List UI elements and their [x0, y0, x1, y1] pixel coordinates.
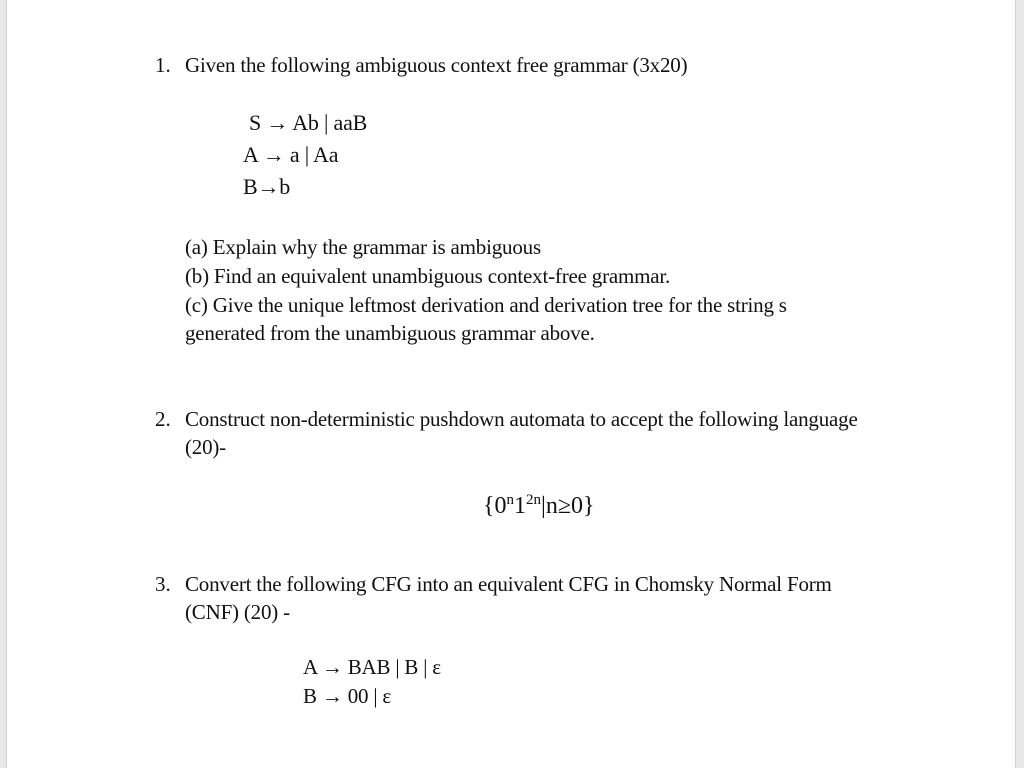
page-frame-left [0, 0, 7, 768]
question-3-text-line-1: Convert the following CFG into an equivalent CFG in Chomsky Normal Form [185, 572, 832, 596]
question-1-grammar-rule-1: S → Ab | aaB [249, 110, 368, 135]
question-3-number: 3. [155, 572, 171, 596]
question-1-part-c: (c) Give the unique leftmost derivation and derivation tree for the string s [185, 293, 787, 317]
question-2-text-line-2: (20)- [185, 435, 226, 459]
language-exponent-2n: 2n [526, 492, 542, 508]
question-2-text-line-1: Construct non-deterministic pushdown automata to accept the following language [185, 407, 858, 431]
question-1-part-b: (b) Find an equivalent unambiguous context-free grammar. [185, 264, 671, 288]
question-3-text-line-2: (CNF) (20) - [185, 600, 290, 624]
language-close: |n≥0} [541, 493, 595, 519]
question-1-number: 1. [155, 53, 171, 77]
language-exponent-n: n [506, 492, 515, 508]
question-2-language-expression [483, 491, 595, 521]
question-1-text: Given the following ambiguous context free grammar (3x20) [185, 53, 688, 77]
question-1-grammar-rule-2: A → a | Aa [243, 142, 339, 167]
language-one: 1 [514, 493, 527, 519]
question-1-grammar-rule-3: B→b [243, 174, 291, 199]
question-2-number: 2. [155, 407, 171, 431]
language-open: {0 [483, 493, 507, 519]
question-3-grammar-rule-1: A → BAB | B | ε [303, 655, 441, 679]
question-1-part-c-continued: generated from the unambiguous grammar above. [185, 321, 595, 345]
question-3-grammar-rule-2: B → 00 | ε [303, 684, 392, 708]
question-1-part-a: (a) Explain why the grammar is ambiguous [185, 235, 541, 259]
page-frame-right [1015, 0, 1024, 768]
